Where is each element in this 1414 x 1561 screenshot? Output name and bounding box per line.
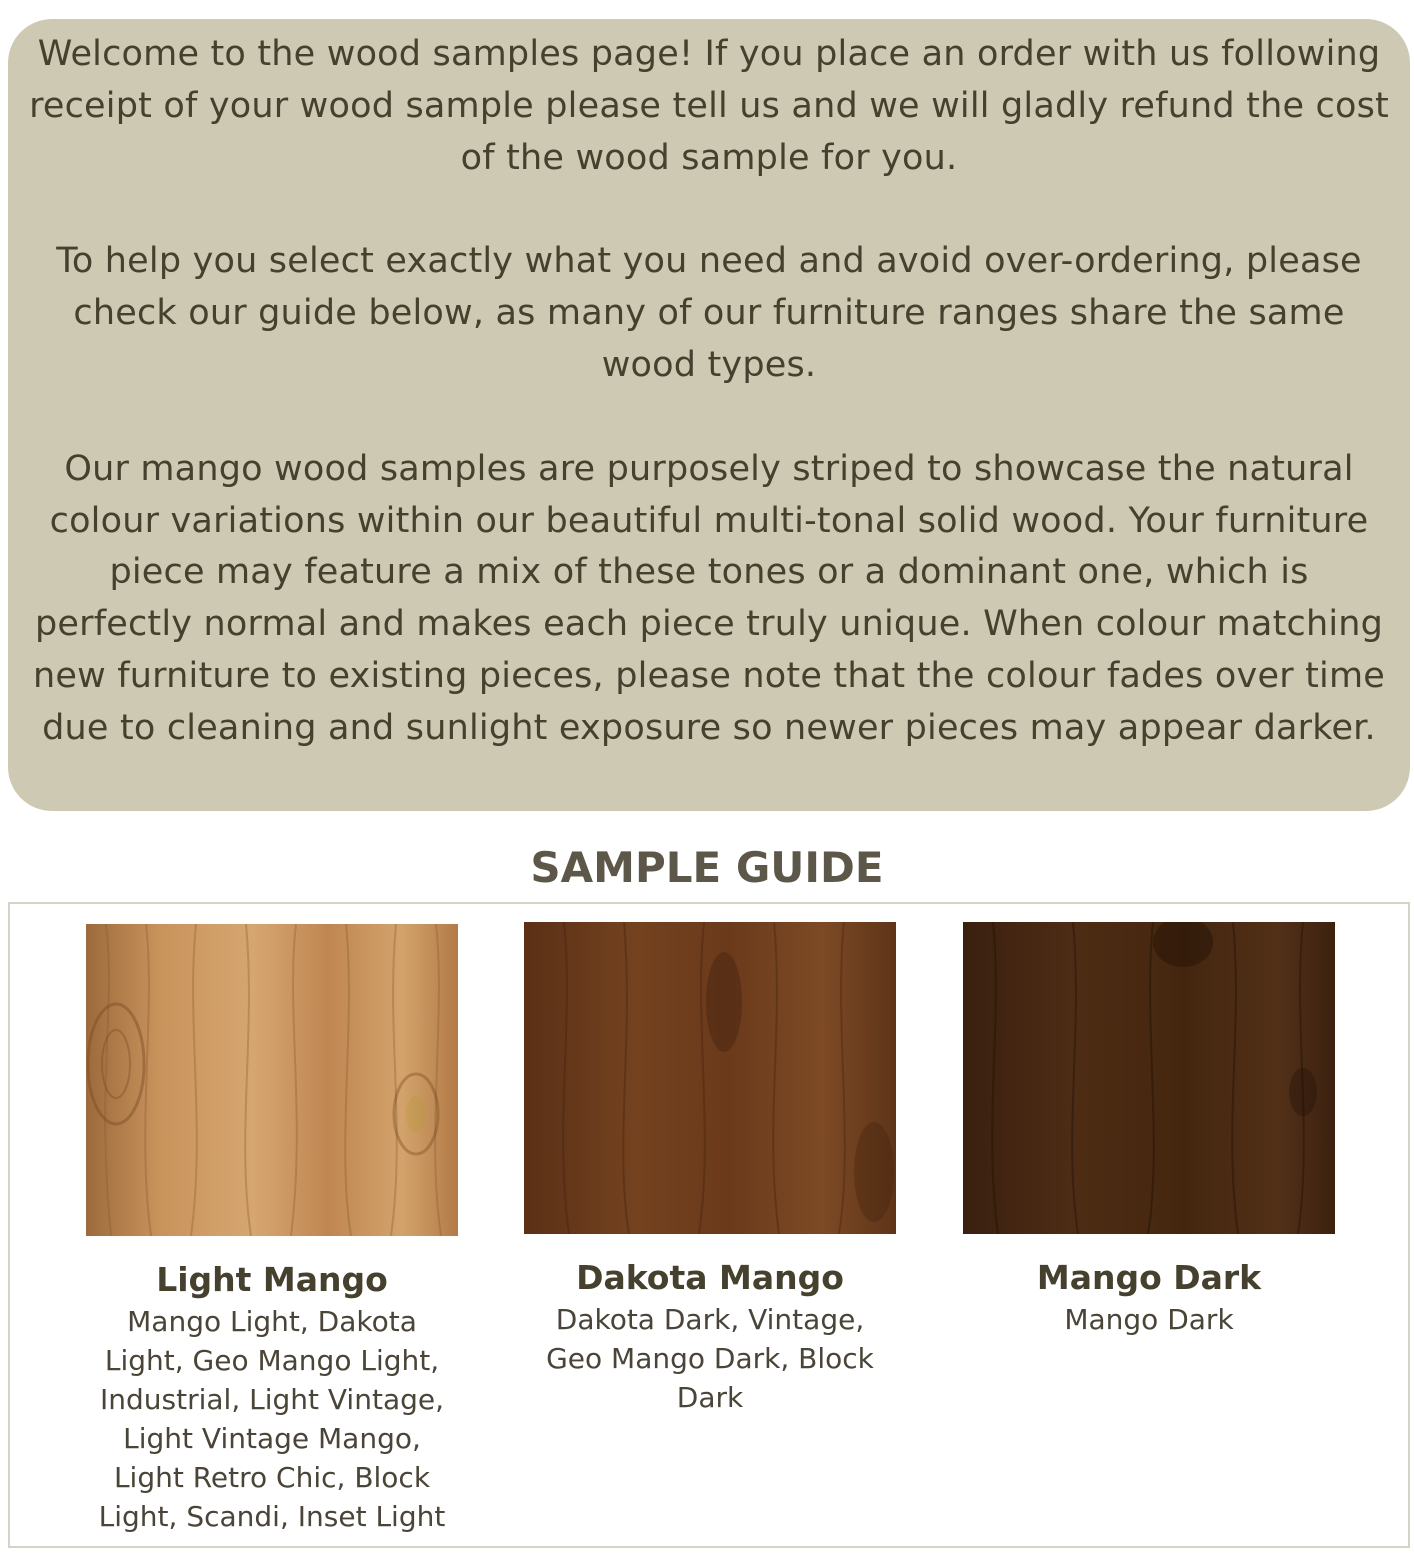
light-mango-swatch-image — [86, 924, 458, 1236]
sample-guide-box — [8, 902, 1410, 1548]
sample-card-dakota-mango — [524, 922, 896, 1417]
intro-paragraph-mango-note: Our mango wood samples are purposely striped to showcase the natural colour variations within our beautiful multi-tonal solid wood. Your furniture piece may feature a mix of these tones or a dominant one, which is perfectly normal and makes each piece truly unique. When colour matching new furniture to existing pieces, please note that the colour fades over time due to cleaning and sunlight exposure so newer pieces may appear darker. — [33, 448, 1385, 748]
intro-paragraph-guide-help: To help you select exactly what you need and avoid over-ordering, please check our guide below, as many of our furniture ranges share the same wood types. — [56, 241, 1362, 385]
dakota-mango-swatch-image — [524, 922, 896, 1234]
sample-guide-title: SAMPLE GUIDE — [530, 843, 884, 892]
sample-name-dakota-mango: Dakota Mango — [576, 1258, 844, 1297]
sample-name-mango-dark: Mango Dark — [1036, 1258, 1262, 1297]
sample-ranges-light-mango: Mango Light, Dakota Light, Geo Mango Light, Industrial, Light Vintage, Light Vintage Mango, Light Retro Chic, Block Light, Scandi, Inset Light — [98, 1305, 446, 1533]
sample-card-mango-dark — [963, 922, 1335, 1339]
intro-panel — [8, 19, 1410, 811]
intro-paragraph-welcome: Welcome to the wood samples page! If you place an order with us following receipt of your wood sample please tell us and we will gladly refund the cost of the wood sample for you. — [29, 34, 1389, 178]
sample-name-light-mango: Light Mango — [156, 1260, 388, 1299]
sample-ranges-dakota-mango: Dakota Dark, Vintage, Geo Mango Dark, Block Dark — [546, 1303, 874, 1414]
mango-dark-swatch-image — [963, 922, 1335, 1234]
sample-ranges-mango-dark: Mango Dark — [1064, 1303, 1234, 1336]
sample-card-light-mango — [86, 924, 458, 1536]
